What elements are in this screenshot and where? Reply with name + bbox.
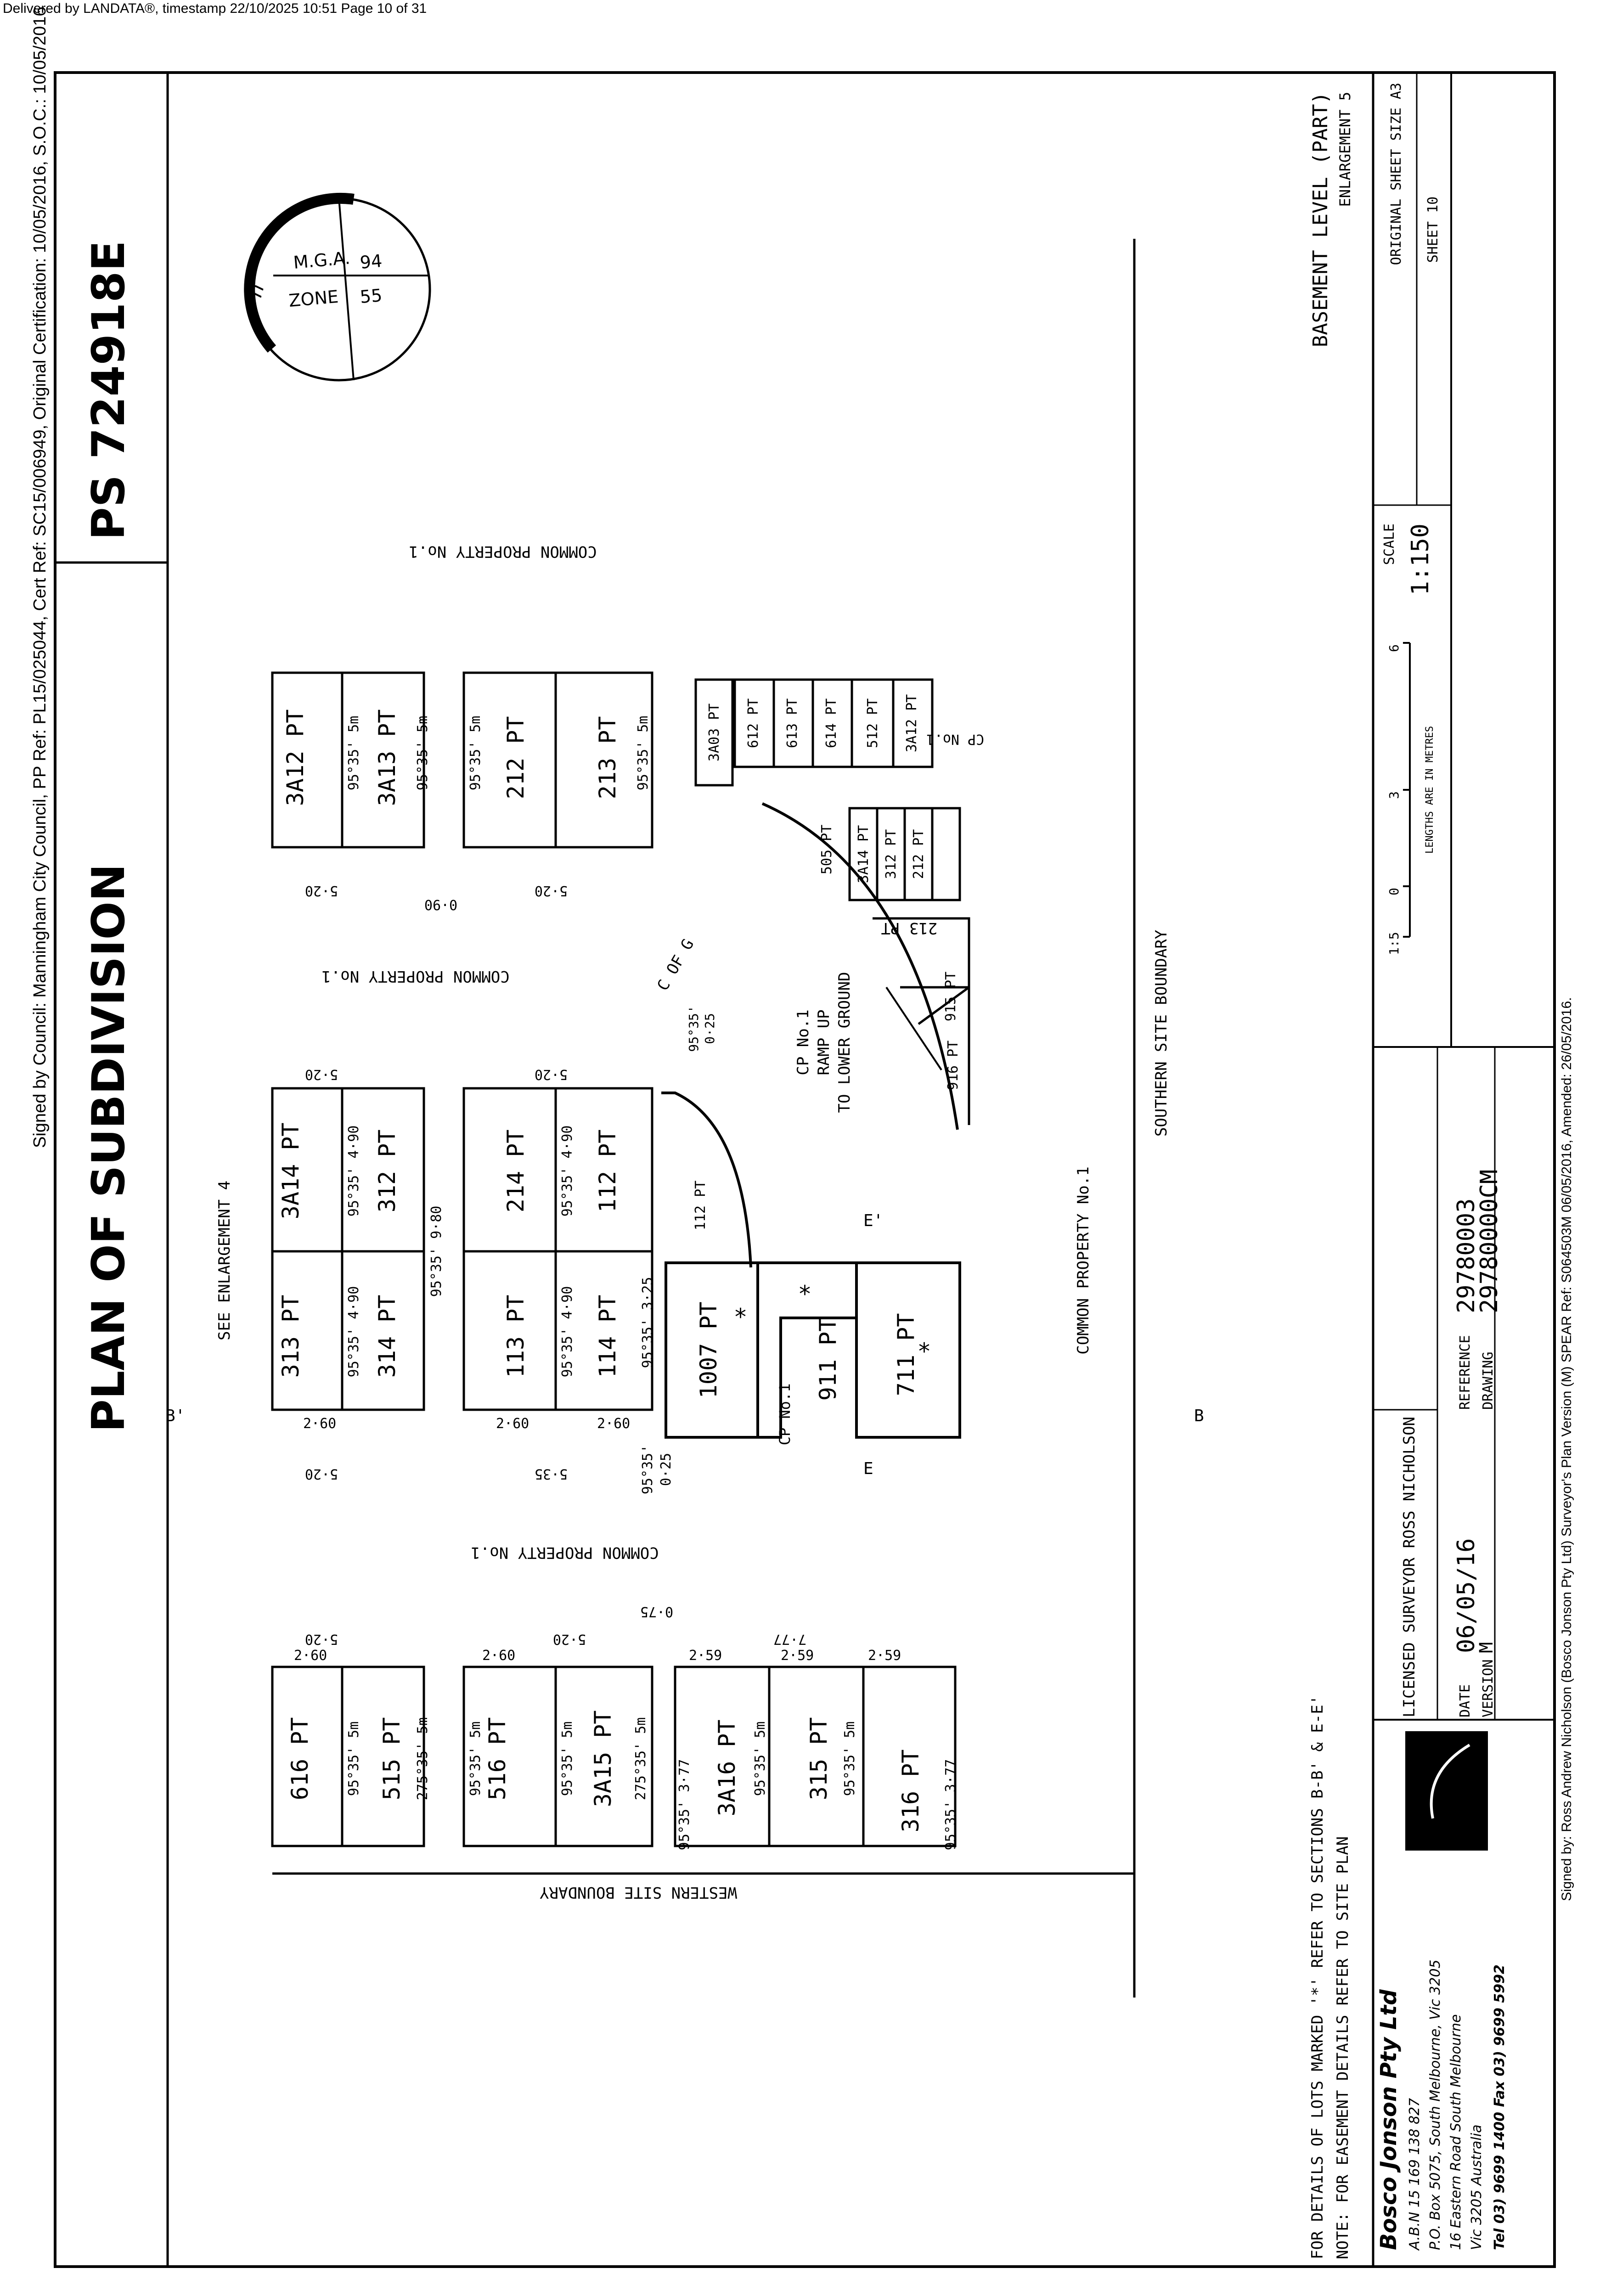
dim-bearing: 95°35' 5m — [468, 1721, 484, 1796]
company-street: 16 Eastern Road South Melbourne — [1448, 2014, 1464, 2250]
version-value: M — [1476, 1642, 1497, 1653]
lot-112-small: 112 PT — [693, 1180, 709, 1231]
mga-94: 94 — [359, 250, 383, 273]
dim-bearing: 95°35' 3·77 — [943, 1759, 959, 1851]
lot-212-small: 212 PT — [911, 829, 927, 879]
lot-213-small: 213 PT — [881, 919, 938, 937]
lot-612: 612 PT — [745, 698, 761, 748]
original-size: ORIGINAL SHEET SIZE A3 — [1388, 83, 1404, 265]
dim-bearing: 95°35' 5m — [752, 1721, 768, 1796]
scale-tick-3: 3 — [1386, 791, 1402, 799]
dim-length: 5·20 — [534, 883, 568, 899]
lot-3a15: 3A15 PT — [590, 1710, 616, 1807]
date-label: DATE — [1457, 1684, 1473, 1717]
lot-613: 613 PT — [784, 698, 800, 748]
section-b: B — [1194, 1407, 1204, 1425]
scale-bar — [1403, 643, 1410, 937]
dim-length: 0·25 — [658, 1452, 674, 1486]
cp-label-bottom: COMMON PROPERTY No.1 — [1074, 1166, 1093, 1355]
section-e-prime: E' — [863, 1211, 884, 1230]
lot-516: 516 PT — [484, 1717, 511, 1801]
lot-315: 315 PT — [806, 1717, 832, 1801]
dim-length: 0·25 — [702, 1013, 717, 1044]
dim-length: 2·60 — [294, 1648, 327, 1664]
dim-bearing: 275°35' 5m — [415, 1717, 431, 1801]
dim-length: 2·60 — [496, 1416, 529, 1432]
dim-bearing: 95°35' 3·25 — [640, 1277, 656, 1368]
scale-tick-6: 6 — [1386, 644, 1402, 652]
lot-512: 512 PT — [865, 698, 881, 748]
cp-label-left: COMMON PROPERTY No.1 — [471, 1543, 659, 1562]
lot-314: 314 PT — [374, 1294, 400, 1378]
lot-614: 614 PT — [823, 698, 839, 748]
dim-length: 2·59 — [781, 1648, 814, 1664]
lengths-note: LENGTHS ARE IN METRES — [1424, 726, 1436, 854]
ramp-label-2: RAMP UP — [815, 1009, 833, 1075]
north-point — [243, 198, 430, 380]
north-letter: n — [243, 281, 269, 300]
lot-3a13: 3A13 PT — [374, 709, 400, 806]
dim-length: 0·90 — [424, 896, 458, 912]
lot-915: 915 PT — [943, 971, 959, 1022]
dim-bearing: 95°35' — [686, 1005, 701, 1052]
ramp-label-1: CP No.1 — [794, 1009, 812, 1075]
dim-length: 5·20 — [304, 1066, 338, 1082]
plan-number: PS 724918E — [83, 240, 135, 540]
dim-length: 5·20 — [304, 1631, 338, 1647]
dim-length: 5·20 — [552, 1631, 586, 1647]
scale-value: 1:150 — [1407, 523, 1434, 596]
dim-length: 2·60 — [303, 1416, 337, 1432]
see-enlargement-label: SEE ENLARGEMENT 4 — [215, 1181, 234, 1340]
southern-boundary-label: SOUTHERN SITE BOUNDARY — [1152, 929, 1171, 1137]
company-phone: Tel 03) 9699 1400 Fax 03) 9699 5992 — [1492, 1964, 1508, 2250]
dim-bearing: 95°35' 5m — [842, 1721, 858, 1796]
lot-515: 515 PT — [378, 1717, 405, 1801]
company-state: Vic 3205 Australia — [1469, 2124, 1485, 2250]
dim-bearing: 95°35' — [640, 1444, 656, 1495]
curve-lot-line — [886, 987, 941, 1070]
company-logo — [1405, 1731, 1488, 1851]
lot-213: 213 PT — [594, 716, 621, 799]
dim-length: 7·77 — [773, 1631, 807, 1647]
lot-3a03: 3A03 PT — [706, 703, 722, 762]
dim-length: 5·20 — [304, 1466, 338, 1482]
lot-3a12: 3A12 PT — [282, 709, 309, 806]
dim-length: 2·59 — [689, 1648, 722, 1664]
delivery-header: Delivered by LANDATA®, timestamp 22/10/2025 10:51 Page 10 of 31 — [3, 1, 427, 16]
lot-114: 114 PT — [594, 1294, 621, 1378]
lot-214: 214 PT — [502, 1129, 529, 1213]
dim-bearing: 95°35' 4·90 — [559, 1125, 575, 1217]
dim-length: 2·60 — [482, 1648, 516, 1664]
dim-length: 5·35 — [534, 1466, 568, 1482]
date-value: 06/05/16 — [1453, 1538, 1480, 1653]
lot-312: 312 PT — [374, 1129, 400, 1213]
dim-length: 5·20 — [304, 883, 338, 899]
lot-505: 505 PT — [819, 824, 835, 875]
cp-label-mid: COMMON PROPERTY No.1 — [321, 967, 510, 985]
note-details: FOR DETAILS OF LOTS MARKED '*' REFER TO SECTIONS B-B' & E-E' — [1308, 1695, 1327, 2259]
lot-112: 112 PT — [594, 1129, 621, 1213]
sheet-number: SHEET 10 — [1425, 196, 1441, 263]
ramp-edge — [661, 1093, 751, 1267]
lot-3a12-small: 3A12 PT — [904, 694, 920, 753]
western-boundary-label: WESTERN SITE BOUNDARY — [540, 1883, 737, 1902]
lot-1007: 1007 PT — [695, 1301, 722, 1399]
lot-212: 212 PT — [502, 716, 529, 799]
note-easement: NOTE: FOR EASEMENT DETAILS REFER TO SITE PLAN — [1334, 1836, 1352, 2259]
lot-3a14-small: 3A14 PT — [856, 825, 872, 884]
drawing-value: 29780000CM — [1476, 1169, 1503, 1313]
dim-bearing: 95°35' 5m — [635, 715, 651, 791]
lot-911: 911 PT — [815, 1317, 841, 1401]
dim-bearing: 95°35' 3·77 — [676, 1759, 693, 1851]
lot-916: 916 PT — [945, 1040, 961, 1091]
company-po-box: P.O. Box 5075, South Melbourne, Vic 3205 — [1427, 1959, 1443, 2250]
marker-star: * — [799, 1281, 811, 1307]
company-abn: A.B.N 15 169 138 827 — [1407, 2098, 1423, 2250]
dim-bearing: 95°35' 4·90 — [346, 1286, 362, 1378]
dim-bearing: 95°35' 4·90 — [346, 1125, 362, 1217]
section-b-prime: B' — [165, 1407, 186, 1425]
dim-bearing: 95°35' 4·90 — [559, 1286, 575, 1378]
lot-113: 113 PT — [502, 1294, 529, 1378]
plan-title: PLAN OF SUBDIVISION — [83, 864, 135, 1432]
cp-small-label-2: CP No.1 — [926, 731, 985, 747]
section-e: E — [863, 1459, 873, 1478]
dim-bearing: 95°35' 5m — [346, 715, 362, 791]
dim-bearing: 95°35' 9·80 — [428, 1205, 445, 1297]
scale-tick-1-5: 1:5 — [1386, 932, 1402, 955]
north-arc — [249, 198, 354, 349]
lot-316: 316 PT — [897, 1749, 924, 1833]
scale-label: SCALE — [1381, 523, 1397, 565]
dim-length: 0·75 — [640, 1604, 674, 1620]
dim-bearing: 95°35' 5m — [468, 715, 484, 791]
dim-bearing: 95°35' 5m — [415, 715, 431, 791]
dim-bearing: 95°35' 5m — [559, 1721, 575, 1796]
dim-length: 5·20 — [534, 1066, 568, 1082]
marker-star: * — [735, 1304, 746, 1330]
lot-711: 711 PT — [893, 1313, 919, 1396]
drawing-label: DRAWING — [1480, 1351, 1496, 1410]
zone-label: ZONE — [287, 286, 339, 311]
company-name: Bosco Jonson Pty Ltd — [1376, 1989, 1402, 2250]
reference-value: 29780003 — [1453, 1198, 1480, 1313]
sheet-enlargement: ENLARGEMENT 5 — [1336, 92, 1354, 207]
lot-3a16: 3A16 PT — [714, 1719, 740, 1817]
mga-label: M.G.A. — [292, 248, 351, 273]
dim-bearing: 275°35' 5m — [633, 1717, 649, 1801]
marker-star: * — [918, 1338, 930, 1365]
lot-3a14: 3A14 PT — [277, 1122, 304, 1220]
reference-label: REFERENCE — [1457, 1335, 1473, 1410]
scale-tick-0: 0 — [1386, 888, 1402, 895]
version-label: VERSION — [1480, 1659, 1496, 1717]
dim-length: 2·60 — [597, 1416, 631, 1432]
lot-312-small: 312 PT — [883, 829, 899, 879]
lot-313: 313 PT — [277, 1294, 304, 1378]
dim-length: 2·59 — [868, 1648, 901, 1664]
sheet-heading: BASEMENT LEVEL (PART) — [1309, 92, 1332, 348]
cp-small-label: CP No.1 — [776, 1383, 794, 1446]
dim-bearing: 95°35' 5m — [346, 1721, 362, 1796]
cp-label-top: COMMON PROPERTY No.1 — [409, 542, 597, 561]
zone-55: 55 — [359, 285, 383, 307]
licensed-surveyor: LICENSED SURVEYOR ROSS NICHOLSON — [1400, 1416, 1419, 1717]
lot-616: 616 PT — [287, 1717, 313, 1801]
ramp-label-3: TO LOWER GROUND — [835, 972, 854, 1113]
c-of-g-label: C OF G — [653, 936, 698, 994]
